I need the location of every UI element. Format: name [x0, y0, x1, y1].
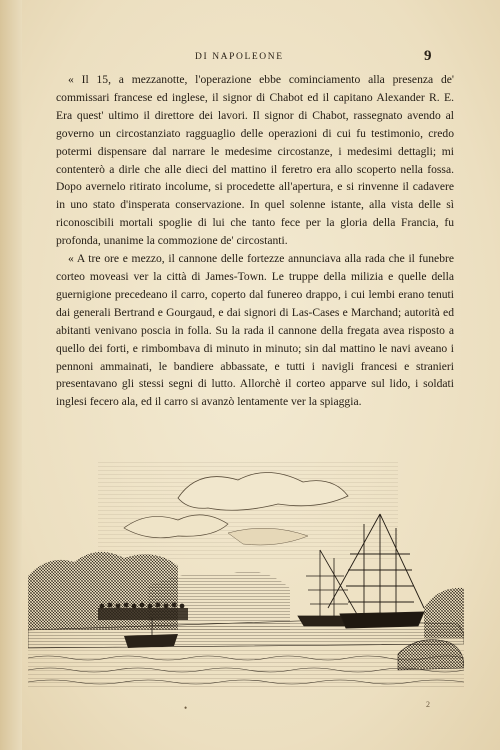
mountain-middle	[148, 571, 290, 630]
page-binding-edge	[0, 0, 22, 750]
paragraph-1: « Il 15, a mezzanotte, l'operazione ebbe cominciamento alla presenza de' commissari francese ed inglese, il signor di Chabot ed il capitano Alexander R. E. Era quest' ultimo il direttore dei lavori. Il signor di Chabot, rassegnato avendo al governo un circostanziato ragguaglio delle operazioni di cui fu testimonio, credo potermi dispensare dal narrare le medesime circostanze, i medesimi dettagli; mi contenterò a dirle che alle dieci del mattino il feretro era allo scoperto nella fossa. Dopo avernelo ritirato incolume, si procedette all'apertura, e si rinvenne il cadavere in uno stato d'insperata conservazione. In quel solenne istante, alla vista delle sì riconoscibili mortali spoglie di lui che tanto fece per la gloria della Francia, fu profonda, unanime la commozione de' circostanti.	[56, 73, 454, 248]
signature-mark: 2	[426, 700, 430, 709]
body-text	[56, 71, 454, 411]
rowboat	[124, 634, 178, 648]
paragraph-2: « A tre ore e mezzo, il cannone delle fortezze annunciava alla rada che il funebre corteo moveasi ver la città di James-Town. Le truppe della milizia e quelle della guernigione precedeano il carro, coperto dal funereo drappo, i cui lembi erano tenuti dai generali Bertrand e Gourgaud, e dai signori di Las-Cases e Marchand; autorità ed abitanti venivano poscia in folla. Su la rada il cannone della fregata avea risposto a quello dei forti, e rimbombava di minuto in minuto; sin dal mattino le navi aveano i pennoni ammainati, le bandiere abbassate, e tutti i navigli francesi e stranieri presentavano gli stessi segni di lutto. Allorchè il corteo apparve sul lido, i soldati inglesi fecero ala, ed il carro si avanzò lentamente ver la spiaggia.	[56, 252, 454, 409]
page-number: 9	[424, 48, 432, 64]
footer-mark: •	[184, 703, 188, 713]
crowd	[98, 603, 188, 620]
engraving-illustration	[28, 458, 464, 690]
page-header	[0, 50, 500, 66]
running-title: DI NAPOLEONE	[195, 52, 284, 62]
